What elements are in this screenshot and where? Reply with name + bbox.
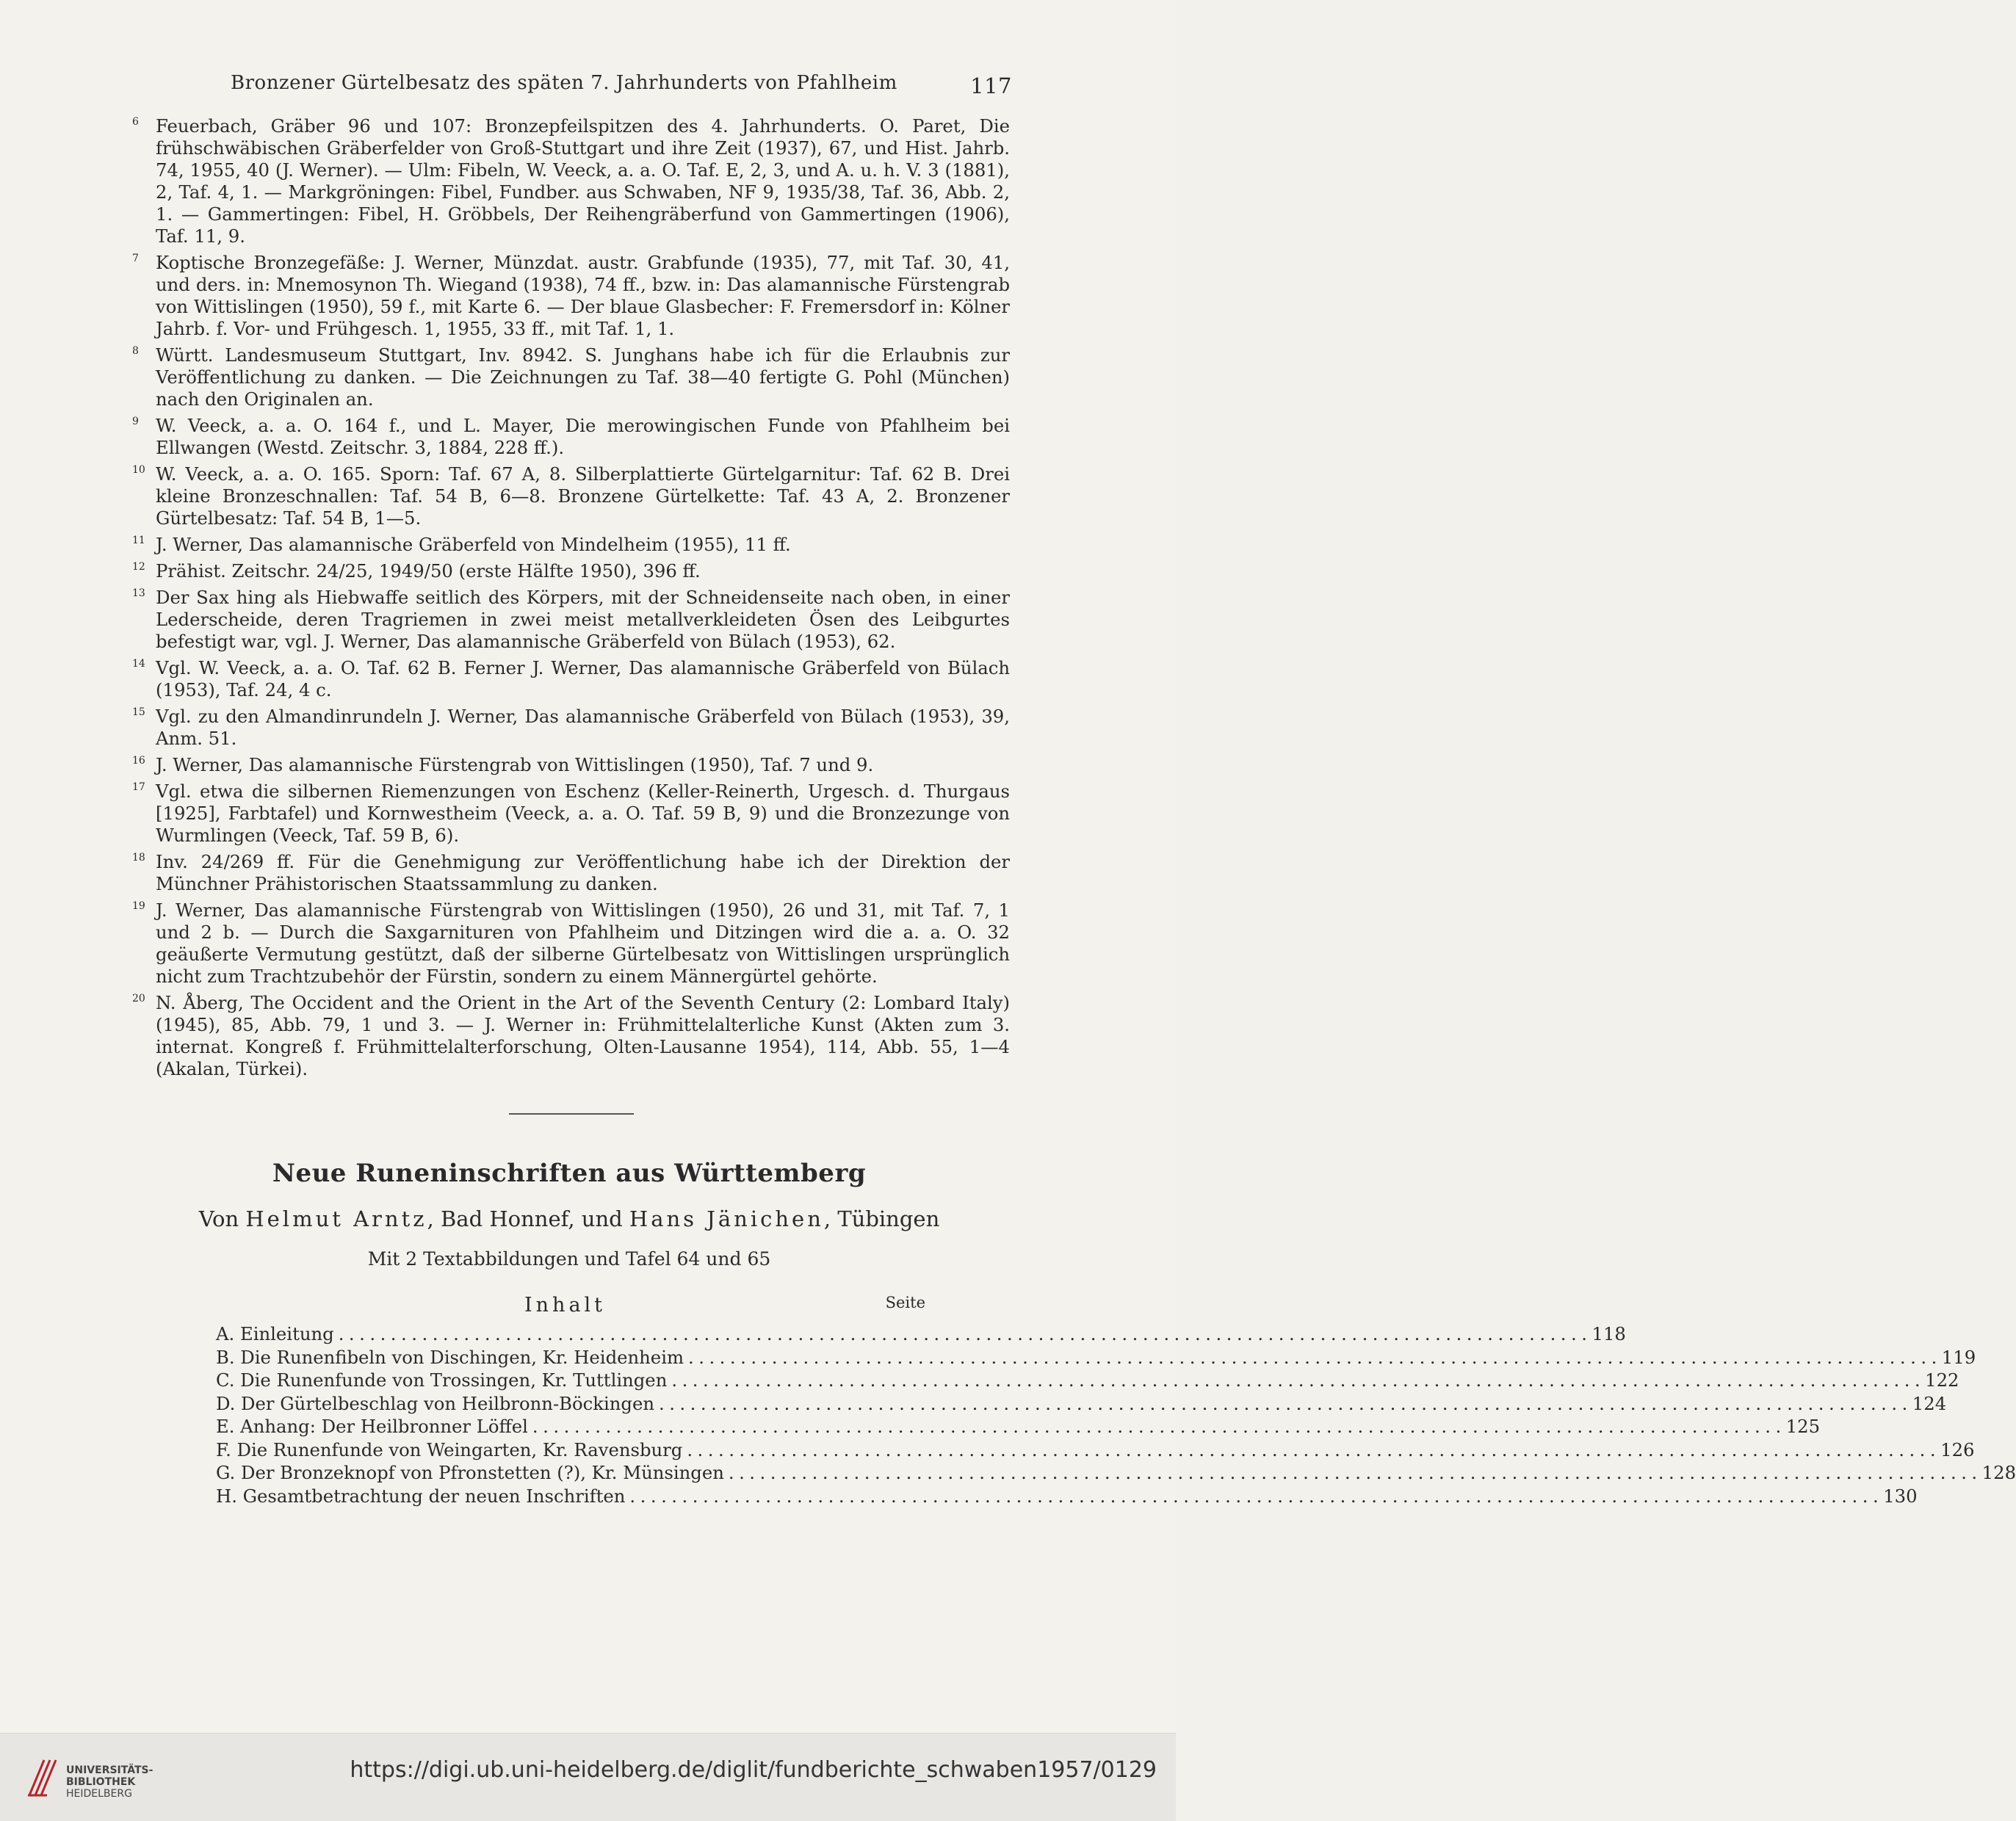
footnote	[132, 851, 1010, 895]
logo-line: HEIDELBERG	[66, 1788, 132, 1800]
toc-leader-dots: ........................................................................................................................	[532, 1416, 1786, 1437]
footnote-text: Koptische Bronzegefäße: J. Werner, Münzdat. austr. Grabfunde (1935), 77, mit Taf. 30, 41, und ders. in: Mnemosynon Th. Wiegand (1938), 74 ff., bzw. in: Das alamannische Fürstengrab von Wittislingen (1950), 59 f., mit Karte 6. — Der blaue Glasbecher: F. Fremersdorf in: Kölner Jahrb. f. Vor- und Frühgesch. 1, 1955, 33 ff., mit Taf. 1, 1.	[156, 252, 1010, 339]
footnote-number: 10	[132, 464, 145, 476]
footnote-number: 15	[132, 706, 145, 718]
toc-leader-dots: ........................................................................................................................	[629, 1485, 1884, 1507]
footnote	[132, 754, 1010, 776]
footnote-number: 16	[132, 755, 145, 767]
toc-leader-dots: ........................................................................................................................	[687, 1438, 1941, 1460]
footnote-number: 20	[132, 993, 145, 1004]
footnote-text: Vgl. etwa die silbernen Riemenzungen von Eschenz (Keller-Reinerth, Urgesch. d. Thurgaus [1925], Farbtafel) und Kornwestheim (Veeck, a. a. O. Taf. 59 B, 9) und die Bronzezunge von Wurmlingen (Veeck, Taf. 59 B, 6).	[156, 781, 1010, 846]
footnote-text: J. Werner, Das alamannische Fürstengrab von Wittislingen (1950), Taf. 7 und 9.	[156, 754, 874, 775]
author-name: Helmut Arntz	[245, 1206, 427, 1231]
footnote	[132, 587, 1010, 653]
footnote-number: 19	[132, 900, 145, 912]
footnote-text: Inv. 24/269 ff. Für die Genehmigung zur Veröffentlichung habe ich der Direktion der Münchner Prähistorischen Staatssammlung zu danken.	[156, 851, 1010, 894]
logo-line: UNIVERSITÄTS-	[66, 1764, 153, 1776]
footnote-number: 7	[132, 253, 139, 264]
toc-entry-page: 130	[1883, 1485, 1918, 1507]
footnote-number: 18	[132, 852, 145, 864]
footnote	[132, 992, 1010, 1080]
footnote-text: J. Werner, Das alamannische Gräberfeld von Mindelheim (1955), 11 ff.	[156, 534, 791, 555]
footnote-text: Württ. Landesmuseum Stuttgart, Inv. 8942. S. Junghans habe ich für die Erlaubnis zur Veröffentlichung zu danken. — Die Zeichnungen zu Taf. 38—40 fertigte G. Pohl (München) nach den Originalen an.	[156, 344, 1010, 410]
footnote	[132, 252, 1010, 340]
footnote	[132, 560, 1010, 582]
footnote-text: N. Åberg, The Occident and the Orient in the Art of the Seventh Century (2: Lombard Italy) (1945), 85, Abb. 79, 1 und 3. — J. Werner in: Frühmittelalterliche Kunst (Akten zum 3. internat. Kongreß f. Frühmittelalterforschung, Olten-Lausanne 1954), 114, Abb. 55, 1—4 (Akalan, Türkei).	[156, 992, 1010, 1079]
article-subtitle: Mit 2 Textabbildungen und Tafel 64 und 65	[367, 1248, 771, 1270]
toc-entry	[216, 1323, 1626, 1347]
toc-entry-page: 128	[1981, 1462, 2016, 1483]
footnote	[132, 657, 1010, 701]
section-divider	[509, 1113, 634, 1115]
toc-entry	[216, 1392, 1947, 1416]
footnote-text: J. Werner, Das alamannische Fürstengrab von Wittislingen (1950), 26 und 31, mit Taf. 7, 1 und 2 b. — Durch die Saxgarnituren von Pfahlheim und Ditzingen wird die a. a. O. 32 geäußerte Vermutung gestützt, daß der silberne Gürtelbesatz von Wittislingen ursprünglich nicht zum Trachtzubehör der Fürstin, sondern zu einem Männergürtel gehörte.	[156, 899, 1010, 987]
footnote	[132, 534, 1010, 556]
toc-entry-label: D. Der Gürtelbeschlag von Heilbronn-Böckingen	[216, 1392, 654, 1414]
footnote-text: W. Veeck, a. a. O. 165. Sporn: Taf. 67 A, 8. Silberplattierte Gürtelgarnitur: Taf. 62 B. Drei kleine Bronzeschnallen: Taf. 54 B, 6—8. Bronzene Gürtelkette: Taf. 43 A, 2. Bronzener Gürtelbesatz: Taf. 54 B, 1—5.	[156, 463, 1010, 529]
toc-leader-dots: ........................................................................................................................	[338, 1323, 1592, 1344]
permalink-url[interactable]: https://digi.ub.uni-heidelberg.de/diglit/fundberichte_schwaben1957/0129	[350, 1757, 1157, 1783]
table-of-contents	[216, 1294, 2016, 1508]
article-authors	[0, 1206, 1138, 1231]
footnote-number: 11	[132, 535, 145, 546]
footnote-number: 17	[132, 781, 145, 793]
toc-leader-dots: ........................................................................................................................	[688, 1346, 1942, 1368]
footnote	[132, 463, 1010, 529]
footnote	[132, 781, 1010, 847]
logo-line: BIBLIOTHEK	[66, 1776, 136, 1788]
footnote-text: Der Sax hing als Hiebwaffe seitlich des Körpers, mit der Schneidenseite nach oben, in einer Lederscheide, deren Tragriemen in zwei meist metallverkleideten Ösen des Leibgurtes befestigt war, vgl. J. Werner, Das alamannische Gräberfeld von Bülach (1953), 62.	[156, 587, 1010, 652]
footnote	[132, 344, 1010, 410]
library-logo-text	[66, 1764, 169, 1800]
toc-entry-page: 122	[1925, 1369, 1959, 1391]
footnote-number: 13	[132, 587, 145, 599]
toc-entry-label: B. Die Runenfibeln von Dischingen, Kr. Heidenheim	[216, 1346, 684, 1368]
footnote-number: 9	[132, 416, 139, 427]
article-title: Neue Runeninschriften aus Württemberg	[272, 1159, 867, 1188]
toc-entry-page: 119	[1941, 1346, 1976, 1368]
footnote-text: Feuerbach, Gräber 96 und 107: Bronzepfeilspitzen des 4. Jahrhunderts. O. Paret, Die frühschwäbischen Gräberfelder von Groß-Stuttgart und ihre Zeit (1937), 67, und Hist. Jahrb. 74, 1955, 40 (J. Werner). — Ulm: Fibeln, W. Veeck, a. a. O. Taf. E, 2, 3, und A. u. h. V. 3 (1881), 2, Taf. 4, 1. — Markgröningen: Fibel, Fundber. aus Schwaben, NF 9, 1935/38, Taf. 36, Abb. 2, 1. — Gammertingen: Fibel, H. Gröbbels, Der Reihengräberfund von Gammertingen (1906), Taf. 11, 9.	[156, 115, 1010, 247]
footnote-text: W. Veeck, a. a. O. 164 f., und L. Mayer, Die merowingischen Funde von Pfahlheim bei Ellwangen (Westd. Zeitschr. 3, 1884, 228 ff.).	[156, 415, 1010, 458]
library-logo-icon	[25, 1754, 68, 1803]
footnotes	[132, 115, 1010, 1085]
footnote-number: 8	[132, 345, 139, 357]
footnote-number: 12	[132, 561, 145, 573]
toc-page-column-label: Seite	[885, 1294, 925, 1311]
toc-entry-label: F. Die Runenfunde von Weingarten, Kr. Ravensburg	[216, 1438, 683, 1460]
toc-entry-label: G. Der Bronzeknopf von Pfronstetten (?), Kr. Münsingen	[216, 1462, 724, 1483]
toc-entry	[216, 1416, 1821, 1439]
viewer-footer	[0, 1733, 1176, 1821]
footnote-text: Prähist. Zeitschr. 24/25, 1949/50 (erste Hälfte 1950), 396 ff.	[156, 560, 701, 582]
running-title: Bronzener Gürtelbesatz des späten 7. Jahrhunderts von Pfahlheim	[231, 72, 897, 94]
toc-entry-page: 126	[1940, 1438, 1975, 1460]
authors-prefix: Von	[198, 1206, 239, 1231]
toc-leader-dots: ........................................................................................................................	[671, 1369, 1926, 1391]
footnote-text: Vgl. W. Veeck, a. a. O. Taf. 62 B. Ferner J. Werner, Das alamannische Gräberfeld von Bülach (1953), Taf. 24, 4 c.	[156, 657, 1010, 700]
toc-leader-dots: ........................................................................................................................	[728, 1462, 1982, 1483]
footnote-number: 14	[132, 658, 145, 670]
footnote	[132, 706, 1010, 750]
footnote-number: 6	[132, 116, 139, 128]
toc-entry-label: E. Anhang: Der Heilbronner Löffel	[216, 1416, 528, 1437]
footnote	[132, 115, 1010, 247]
toc-leader-dots: ........................................................................................................................	[658, 1392, 1912, 1414]
author-place: , Tübingen	[823, 1206, 940, 1231]
toc-entry-label: C. Die Runenfunde von Trossingen, Kr. Tuttlingen	[216, 1369, 668, 1391]
toc-entry	[216, 1438, 1975, 1463]
toc-entry	[216, 1462, 2016, 1485]
toc-entry-page: 118	[1592, 1323, 1626, 1344]
toc-entry	[216, 1346, 1976, 1370]
toc-heading: Inhalt	[524, 1294, 607, 1317]
toc-entry-label: H. Gesamtbetrachtung der neuen Inschriften	[216, 1485, 626, 1507]
toc-entry-page: 125	[1785, 1416, 1821, 1437]
toc-entry-label: A. Einleitung	[216, 1323, 334, 1344]
toc-entry-page: 124	[1912, 1392, 1947, 1414]
toc-entry	[216, 1485, 1918, 1509]
author-name: Hans Jänichen	[629, 1206, 824, 1231]
footnote-text: Vgl. zu den Almandinrundeln J. Werner, Das alamannische Gräberfeld von Bülach (1953), 39, Anm. 51.	[156, 706, 1010, 749]
footnote	[132, 415, 1010, 459]
page-number: 117	[970, 73, 1012, 98]
footnote	[132, 899, 1010, 988]
toc-entry	[216, 1369, 1959, 1393]
author-place: , Bad Honnef, und	[427, 1206, 623, 1231]
toc-header	[216, 1294, 925, 1323]
